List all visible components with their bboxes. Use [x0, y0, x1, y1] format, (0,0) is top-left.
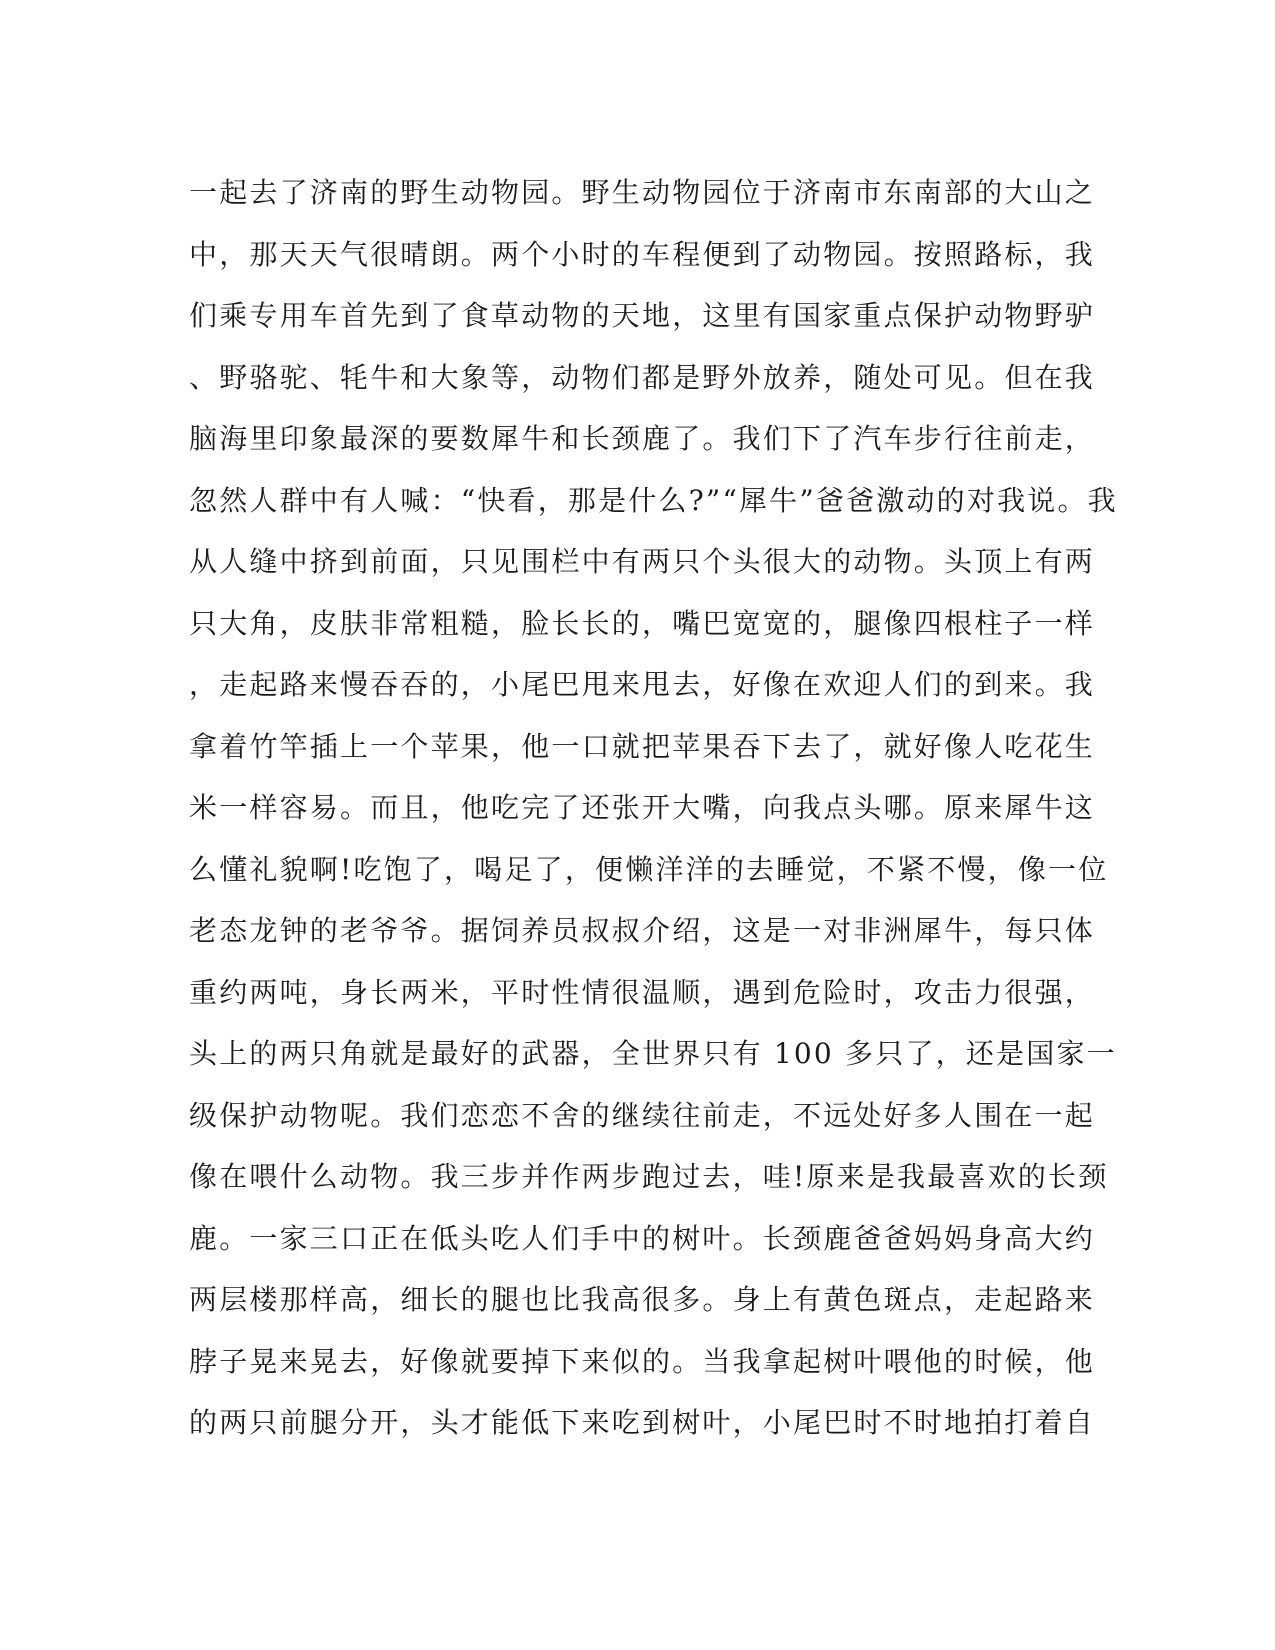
text-line: 、野骆驼、牦牛和大象等，动物们都是野外放养，随处可见。但在我 [189, 360, 1096, 394]
text-line: 只大角，皮肤非常粗糙，脸长长的，嘴巴宽宽的，腿像四根柱子一样 [189, 606, 1096, 640]
text-line: 一起去了济南的野生动物园。野生动物园位于济南市东南部的大山之 [189, 176, 1096, 209]
text-line: 像在喂什么动物。我三步并作两步跑过去，哇!原来是我最喜欢的长颈 [189, 1160, 1109, 1193]
text-line: 拿着竹竿插上一个苹果，他一口就把苹果吞下去了，就好像人吃花生 [189, 729, 1096, 763]
text-line: 脖子晃来晃去，好像就要掉下来似的。当我拿起树叶喂他的时候，他 [189, 1344, 1096, 1378]
text-line: 老态龙钟的老爷爷。据饲养员叔叔介绍，这是一对非洲犀牛，每只体 [189, 914, 1096, 947]
text-line: 忽然人群中有人喊：“快看，那是什么?”“犀牛”爸爸激动的对我说。我 [189, 483, 1118, 517]
text-line: 两层楼那样高，细长的腿也比我高很多。身上有黄色斑点，走起路来 [189, 1283, 1096, 1316]
text-line: 鹿。一家三口正在低头吃人们手中的树叶。长颈鹿爸爸妈妈身高大约 [189, 1221, 1096, 1255]
text-line: 米一样容易。而且，他吃完了还张开大嘴，向我点头哪。原来犀牛这 [189, 791, 1096, 824]
text-line: 头上的两只角就是最好的武器，全世界只有 100 多只了，还是国家一 [189, 1037, 1117, 1070]
text-line: 们乘专用车首先到了食草动物的天地，这里有国家重点保护动物野驴 [189, 299, 1096, 332]
text-line: ，走起路来慢吞吞的，小尾巴甩来甩去，好像在欢迎人们的到来。我 [189, 668, 1096, 701]
text-line: 中，那天天气很晴朗。两个小时的车程便到了动物园。按照路标，我 [189, 237, 1096, 271]
text-line: 级保护动物呢。我们恋恋不舍的继续往前走，不远处好多人围在一起 [189, 1098, 1096, 1132]
text-line: 从人缝中挤到前面，只见围栏中有两只个头很大的动物。头顶上有两 [189, 545, 1096, 578]
body-text [189, 162, 1118, 1454]
text-line: 的两只前腿分开，头才能低下来吃到树叶，小尾巴时不时地拍打着自 [189, 1406, 1096, 1439]
text-line: 重约两吨，身长两米，平时性情很温顺，遇到危险时，攻击力很强， [189, 975, 1096, 1009]
text-line: 脑海里印象最深的要数犀牛和长颈鹿了。我们下了汽车步行往前走， [189, 422, 1096, 455]
text-line: 么懂礼貌啊!吃饱了，喝足了，便懒洋洋的去睡觉，不紧不慢，像一位 [189, 852, 1109, 886]
